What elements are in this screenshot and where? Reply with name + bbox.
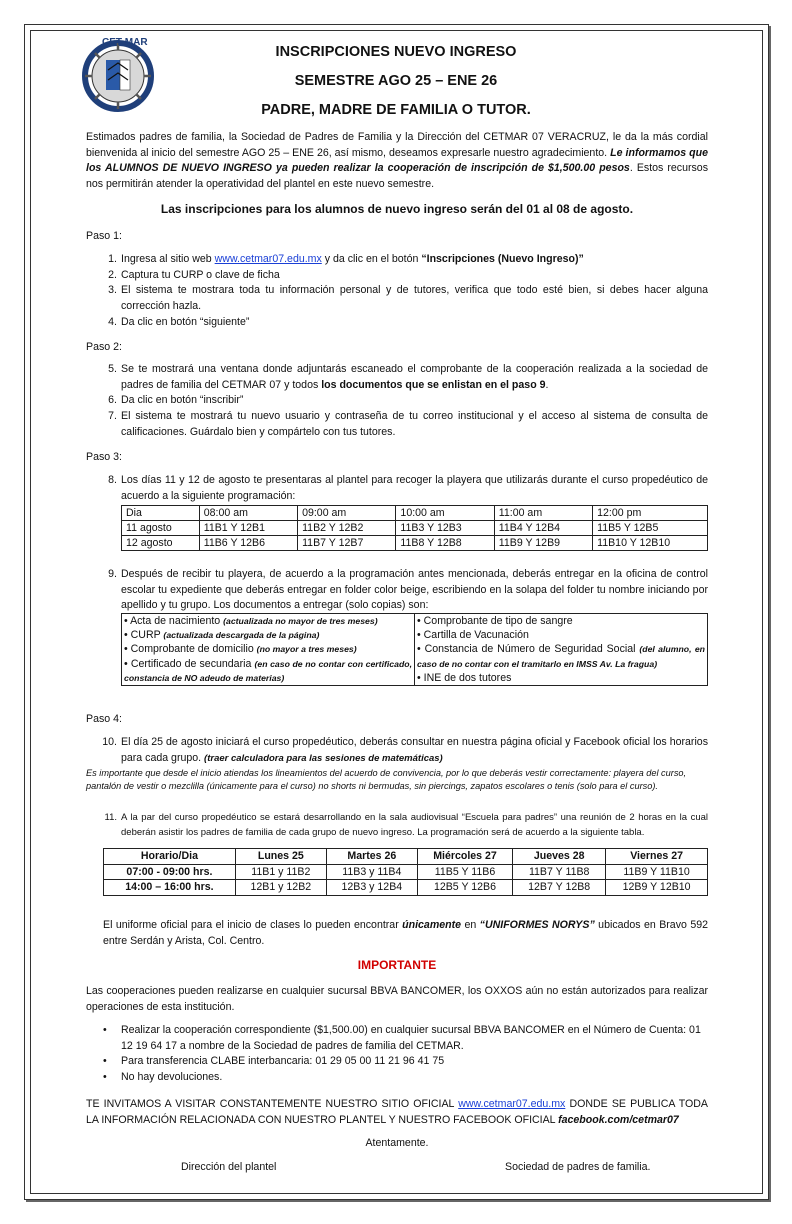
uniform-text: El uniforme oficial para el inicio de clases lo pueden encontrar bbox=[103, 919, 403, 931]
step-3 bbox=[99, 283, 708, 314]
uniform-text: en bbox=[461, 919, 480, 931]
step-6 bbox=[99, 393, 708, 409]
svg-text:CET MAR: CET MAR bbox=[102, 37, 148, 48]
step-text: y da clic en el botón bbox=[321, 253, 422, 265]
cooperation-paragraph: Las cooperaciones pueden realizarse en cualquier sucursal BBVA BANCOMER, los OXXOS aún no están autorizados para realizar operaciones de esta institución. bbox=[86, 985, 708, 1013]
table-header-row bbox=[104, 849, 708, 865]
table-cell: 11B5 Y 12B5 bbox=[593, 521, 708, 536]
table-header-cell: Lunes 25 bbox=[235, 849, 326, 865]
uniform-text: ubicados en Bravo 592 entre Serdán y Arista, Col. Centro. bbox=[103, 919, 708, 947]
table-cell: 11B1 y 11B2 bbox=[235, 864, 326, 880]
intro-text: Estimados padres de familia, la Sociedad de Padres de Familia y la Dirección del CETMAR 07 VERACRUZ, le da la más cordial bienvenida al inicio del semestre AGO 25 – ENE 26, así mismo, deseamos expresarle nuestro agradecimiento. bbox=[86, 131, 708, 159]
invite-text: DONDE SE PUBLICA TODA LA INFORMACIÓN RELACIONADA CON NUESTRO PLANTEL Y NUESTRO FACEBOOK OFICIAL bbox=[86, 1098, 708, 1126]
step-text: Se te mostrará una ventana donde adjuntarás escaneado el comprobante de la cooperación realizada a la sociedad de padres de familia del CETMAR 07 y todos bbox=[121, 363, 708, 391]
step-number: 11. bbox=[104, 812, 117, 823]
table-cell: 11B2 Y 12B2 bbox=[298, 521, 396, 536]
table-cell: 12 agosto bbox=[122, 536, 200, 551]
step-number: 8. bbox=[108, 474, 117, 486]
signature-left: Dirección del plantel bbox=[181, 1161, 277, 1173]
invite-paragraph bbox=[86, 1097, 708, 1128]
list-item-text: Realizar la cooperación correspondiente ($1,500.00) en cualquier sucursal BBVA BANCOMER en el Número de Cuenta: 01 12 19 64 17 a nombre de la Sociedad de padres de familia del CETMAR. bbox=[121, 1024, 701, 1052]
step-number: 1. bbox=[108, 253, 117, 265]
step-text: Ingresa al sitio web bbox=[121, 253, 215, 265]
table-cell: 12B5 Y 12B6 bbox=[417, 880, 512, 896]
table-header-cell: Dia bbox=[122, 506, 200, 521]
title-padres: PADRE, MADRE DE FAMILIA O TUTOR. bbox=[261, 102, 531, 118]
step-text: A la par del curso propedéutico se estará desarrollando en la sala audiovisual “Escuela para padres” una reunión de 2 horas en la cual deberán asistir los padres de familia de cada grupo de nuevo ingreso. La programación será de acuerdo a la siguiente tabla. bbox=[121, 812, 708, 838]
list-item bbox=[86, 1070, 708, 1086]
step-emphasis: (traer calculadora para las sesiones de matemáticas) bbox=[204, 752, 443, 764]
step-text: Da clic en botón “siguiente” bbox=[121, 316, 250, 328]
bullet-icon: • bbox=[103, 1055, 107, 1067]
table-cell: 11B9 Y 12B9 bbox=[494, 536, 592, 551]
paso-3-label: Paso 3: bbox=[86, 451, 122, 463]
table-header-cell: 09:00 am bbox=[298, 506, 396, 521]
list-item-text: Para transferencia CLABE interbancaria: 01 29 05 00 11 21 96 41 75 bbox=[121, 1055, 445, 1067]
doc-note: (actualizada descargada de la página) bbox=[163, 630, 320, 641]
paso-4-label: Paso 4: bbox=[86, 713, 122, 725]
step-text: Después de recibir tu playera, de acuerdo a la programación antes mencionada, deberás entregar en la oficina de control escolar tu expediente que deberás entregar en folder color beige, escribiendo en la solapa del folder tu nombre iniciando por apellido y tu grupo. Los documentos a entregar (solo copias) son: bbox=[121, 568, 708, 611]
step-number: 7. bbox=[108, 410, 117, 422]
intro-text-end: . Estos recursos nos permitirán atender la operatividad del plantel en este nuevo semestre. bbox=[86, 162, 708, 190]
cetmar-website-link[interactable]: www.cetmar07.edu.mx bbox=[214, 253, 322, 265]
step-8 bbox=[99, 473, 708, 504]
step-1 bbox=[99, 252, 708, 268]
documents-left-column bbox=[122, 614, 415, 686]
table-cell: 14:00 – 16:00 hrs. bbox=[104, 880, 236, 896]
title-semestre: SEMESTRE AGO 25 – ENE 26 bbox=[294, 73, 498, 89]
intro-emphasis: Le informamos que los ALUMNOS DE NUEVO INGRESO ya pueden realizar la cooperación de inscripción de $1,500.00 pesos bbox=[86, 146, 709, 174]
doc-name: • Certificado de secundaria bbox=[124, 657, 255, 670]
list-item-text: No hay devoluciones. bbox=[121, 1070, 223, 1083]
doc-name: • Comprobante de domicilio bbox=[124, 643, 257, 656]
step-2 bbox=[99, 268, 708, 284]
table-cell: 11B7 Y 12B7 bbox=[298, 536, 396, 551]
step-number: 9. bbox=[108, 568, 117, 580]
bullet-icon: • bbox=[103, 1070, 107, 1083]
table-cell: 11B5 Y 11B6 bbox=[417, 864, 512, 880]
table-header-cell: 10:00 am bbox=[396, 506, 494, 521]
list-item bbox=[86, 1023, 708, 1054]
signature-right: Sociedad de padres de familia. bbox=[505, 1161, 651, 1173]
step-7 bbox=[99, 409, 708, 440]
step-9 bbox=[99, 567, 708, 614]
table-cell: 11B9 Y 11B10 bbox=[606, 864, 708, 880]
doc-note: (no mayor a tres meses) bbox=[256, 644, 357, 655]
table-cell: 12B3 y 12B4 bbox=[326, 880, 417, 896]
table-header-cell: 11:00 am bbox=[494, 506, 592, 521]
table-row bbox=[104, 880, 708, 896]
intro-paragraph bbox=[86, 130, 708, 192]
doc-item bbox=[124, 642, 412, 656]
documents-right-column bbox=[415, 614, 708, 686]
step-text: El día 25 de agosto iniciará el curso propedéutico, deberás consultar en nuestra página oficial y Facebook oficial los horarios para cada grupo. bbox=[121, 736, 708, 764]
table-cell: 07:00 - 09:00 hrs. bbox=[104, 864, 236, 880]
step-number: 3. bbox=[108, 284, 117, 296]
table-header-cell: Viernes 27 bbox=[606, 849, 708, 865]
table-cell: 11B3 y 11B4 bbox=[326, 864, 417, 880]
parents-meeting-table bbox=[103, 848, 708, 896]
doc-item bbox=[417, 642, 705, 670]
doc-item: • Comprobante de tipo de sangre bbox=[417, 615, 573, 627]
table-cell: 11B3 Y 12B3 bbox=[396, 521, 494, 536]
table-cell: 12B9 Y 12B10 bbox=[606, 880, 708, 896]
doc-note: (actualizada no mayor de tres meses) bbox=[223, 616, 378, 626]
payment-bullet-list bbox=[86, 1023, 708, 1085]
cetmar-logo bbox=[78, 36, 158, 112]
table-cell: 11B7 Y 11B8 bbox=[513, 864, 606, 880]
step-number: 2. bbox=[108, 269, 117, 281]
bullet-icon: • bbox=[103, 1024, 107, 1036]
step-4 bbox=[99, 315, 708, 331]
dress-code-note: Es importante que desde el inicio atiendas los lineamientos del acuerdo de convivencia, por lo que deberás vestir correctamente: playera del curso, pantalón de vestir o mezclilla (únicamente para el curso) no shorts ni bermudas, sin piercings, zapatos escolares o tenis (solo para el curso). bbox=[86, 768, 687, 792]
step-emphasis: los documentos que se enlistan en el paso 9 bbox=[321, 378, 546, 391]
table-cell: 12B7 Y 12B8 bbox=[513, 880, 606, 896]
table-cell: 11 agosto bbox=[122, 521, 200, 536]
table-cell: 11B6 Y 12B6 bbox=[199, 536, 297, 551]
doc-item bbox=[124, 614, 412, 628]
step-text: Captura tu CURP o clave de ficha bbox=[121, 269, 280, 281]
table-header-cell: 12:00 pm bbox=[593, 506, 708, 521]
table-row bbox=[122, 521, 708, 536]
table-header-cell: Jueves 28 bbox=[513, 849, 606, 865]
table-header-cell: Horario/Dia bbox=[104, 849, 236, 865]
invite-text: TE INVITAMOS A VISITAR CONSTANTEMENTE NUESTRO SITIO OFICIAL bbox=[86, 1098, 459, 1110]
step-text: El sistema te mostrará tu nuevo usuario y contraseña de tu correo institucional y el acceso al sistema de consulta de calificaciones. Guárdalo bien y compártelo con tus tutores. bbox=[121, 410, 708, 438]
doc-item bbox=[124, 657, 412, 685]
step-number: 4. bbox=[108, 316, 117, 328]
step-5: 5. Se te mostrará una ventana donde adjuntarás escaneado el comprobante de la cooperación realizada a la sociedad de padres de familia del CETMAR 07 y todos los documentos que se enlistan en el paso 9. bbox=[99, 362, 708, 393]
paso-1-label: Paso 1: bbox=[86, 230, 122, 242]
table-cell: 11B1 Y 12B1 bbox=[199, 521, 297, 536]
table-header-cell: Martes 26 bbox=[326, 849, 417, 865]
step-10 bbox=[99, 735, 708, 766]
doc-note: (en caso de no contar con certificado, constancia de NO adeudo de materias) bbox=[124, 658, 412, 683]
step-text: Da clic en botón “inscribir” bbox=[121, 394, 244, 406]
table-row bbox=[122, 536, 708, 551]
title-inscripciones: INSCRIPCIONES NUEVO INGRESO bbox=[275, 44, 517, 60]
table-cell: 11B8 Y 12B8 bbox=[396, 536, 494, 551]
paso-2-label: Paso 2: bbox=[86, 341, 122, 353]
doc-item bbox=[124, 628, 412, 642]
facebook-handle: facebook.com/cetmar07 bbox=[558, 1113, 679, 1126]
table-row bbox=[104, 864, 708, 880]
doc-item: • Cartilla de Vacunación bbox=[417, 629, 529, 642]
step-emphasis: “Inscripciones (Nuevo Ingreso)” bbox=[421, 253, 584, 265]
uniform-store-name: “UNIFORMES NORYS” bbox=[479, 919, 595, 931]
cetmar-website-link[interactable]: www.cetmar07.edu.mx bbox=[458, 1098, 566, 1110]
list-item bbox=[86, 1054, 708, 1070]
doc-name: • CURP bbox=[124, 629, 164, 642]
closing: Atentamente. bbox=[365, 1137, 429, 1149]
doc-name: • Constancia de Número de Seguridad Social bbox=[417, 643, 640, 656]
doc-item: • INE de dos tutores bbox=[417, 671, 512, 684]
step-text: Los días 11 y 12 de agosto te presentaras al plantel para recoger la playera que utilizarás durante el curso propedéutico de acuerdo a la siguiente programación: bbox=[121, 474, 708, 502]
table-cell: 12B1 y 12B2 bbox=[235, 880, 326, 896]
uniform-paragraph bbox=[103, 918, 708, 949]
step-number: 5. bbox=[108, 363, 117, 375]
table-header-cell: 08:00 am bbox=[199, 506, 297, 521]
important-heading: IMPORTANTE bbox=[357, 958, 437, 972]
table-header-cell: Miércoles 27 bbox=[417, 849, 512, 865]
documents-table bbox=[121, 613, 708, 686]
shirt-schedule-table bbox=[121, 505, 708, 551]
step-11 bbox=[99, 810, 708, 840]
doc-note: (del alumno, en caso de no contar con el tramitarlo en IMSS Av. La fragua) bbox=[417, 644, 705, 669]
step-number: 10. bbox=[102, 736, 117, 748]
step-text: El sistema te mostrara toda tu información personal y de tutores, verifica que todo esté bien, si debes hacer alguna corrección hazla. bbox=[121, 284, 708, 312]
dates-line: Las inscripciones para los alumnos de nuevo ingreso serán del 01 al 08 de agosto. bbox=[160, 202, 634, 216]
table-header-row bbox=[122, 506, 708, 521]
doc-name: • Acta de nacimiento bbox=[124, 615, 224, 627]
table-cell: 11B4 Y 12B4 bbox=[494, 521, 592, 536]
table-cell: 11B10 Y 12B10 bbox=[593, 536, 708, 551]
step-number: 6. bbox=[108, 394, 117, 406]
uniform-emphasis: únicamente bbox=[402, 919, 462, 931]
